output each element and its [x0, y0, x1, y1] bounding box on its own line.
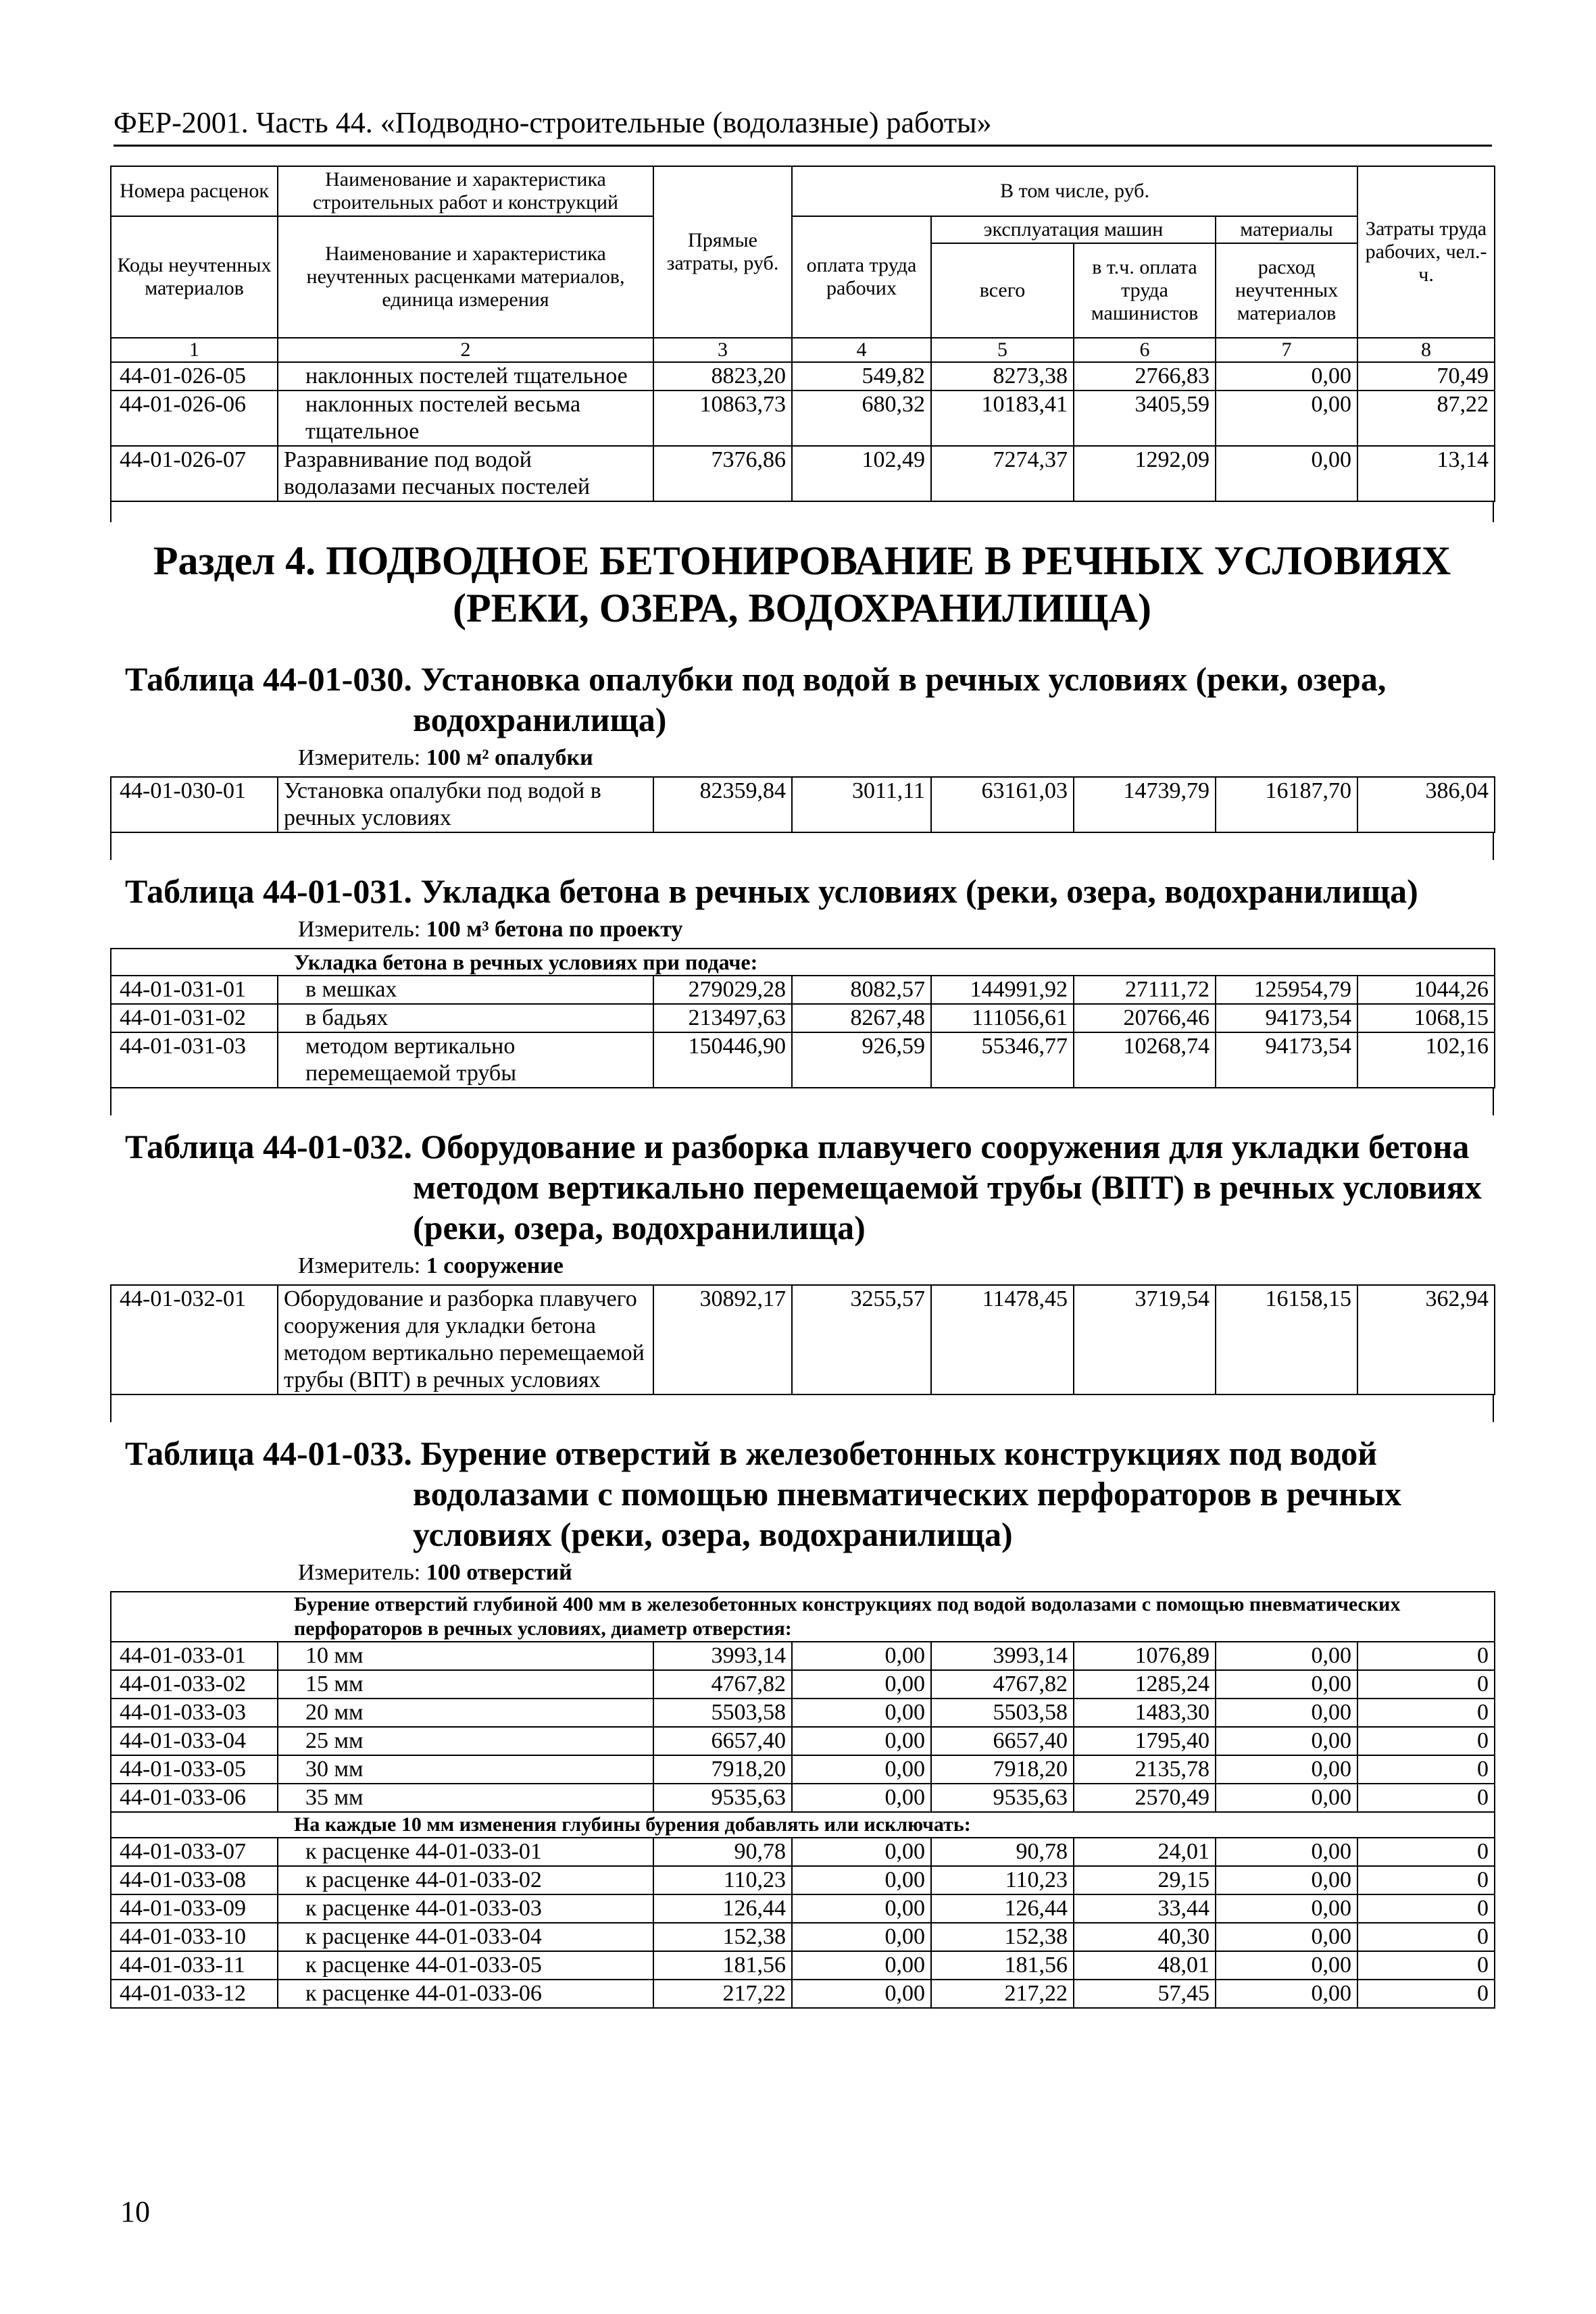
cost-value: 0,00 — [1216, 1838, 1357, 1866]
cost-value: 549,82 — [792, 362, 931, 391]
cost-value: 27111,72 — [1074, 976, 1216, 1004]
cost-value: 9535,63 — [653, 1784, 792, 1812]
table-030 — [110, 776, 1495, 833]
header-col7: расход неучтенных материалов — [1216, 243, 1357, 338]
rate-code: 44-01-031-01 — [111, 976, 278, 1004]
cost-value: 0 — [1357, 1699, 1495, 1727]
cost-value: 0,00 — [792, 1894, 931, 1923]
cost-value: 1285,24 — [1074, 1670, 1216, 1699]
cost-value: 3405,59 — [1074, 391, 1216, 446]
column-number: 3 — [653, 338, 792, 362]
cost-value: 94173,54 — [1216, 1032, 1357, 1088]
cost-value: 680,32 — [792, 391, 931, 446]
cost-value: 94173,54 — [1216, 1004, 1357, 1032]
cost-value: 213497,63 — [653, 1004, 792, 1032]
table-031 — [110, 948, 1495, 1088]
table-gap — [110, 1088, 1494, 1115]
header-machines-group: эксплуатация машин — [931, 216, 1216, 243]
cost-value: 8082,57 — [792, 976, 931, 1004]
meter-value: 100 отверстий — [426, 1560, 572, 1585]
cost-value: 0,00 — [792, 1727, 931, 1755]
cost-value: 7274,37 — [931, 446, 1074, 501]
cost-value: 0 — [1357, 1784, 1495, 1812]
table-030-title — [110, 659, 1494, 740]
rate-code: 44-01-033-12 — [111, 1980, 278, 2008]
table-032-meter — [110, 1251, 1494, 1282]
cost-value: 10183,41 — [931, 391, 1074, 446]
table-row — [111, 1866, 1495, 1894]
table-gap — [110, 1395, 1494, 1422]
work-name: к расценке 44-01-033-06 — [278, 1980, 653, 2008]
meter-label: Измеритель: — [298, 745, 426, 770]
cost-value: 1795,40 — [1074, 1727, 1216, 1755]
table-033 — [110, 1591, 1495, 2009]
rate-code: 44-01-033-10 — [111, 1923, 278, 1951]
cost-value: 63161,03 — [931, 777, 1074, 832]
table-030-meter — [110, 743, 1494, 774]
table-row — [111, 1004, 1495, 1032]
section-title-line1: Раздел 4. ПОДВОДНОЕ БЕТОНИРОВАНИЕ В РЕЧНЫХ УСЛОВИЯХ — [153, 538, 1451, 583]
rate-code: 44-01-033-06 — [111, 1784, 278, 1812]
cost-value: 24,01 — [1074, 1838, 1216, 1866]
cost-value: 0,00 — [1216, 1642, 1357, 1670]
table-row — [111, 1727, 1495, 1755]
cost-value: 0,00 — [792, 1980, 931, 2008]
cost-value: 2766,83 — [1074, 362, 1216, 391]
cost-value: 0,00 — [792, 1923, 931, 1951]
meter-value: 100 м³ бетона по проекту — [426, 917, 683, 942]
cost-value: 3993,14 — [653, 1642, 792, 1670]
meter-value: 100 м² опалубки — [426, 745, 593, 770]
work-name: к расценке 44-01-033-02 — [278, 1866, 653, 1894]
rate-code: 44-01-031-02 — [111, 1004, 278, 1032]
table-row — [111, 362, 1495, 391]
header-col2-bottom: Наименование и характеристика неучтенных расценками материалов, единица измерения — [278, 216, 653, 338]
work-name: к расценке 44-01-033-04 — [278, 1923, 653, 1951]
table-row — [111, 1980, 1495, 2008]
cost-value: 33,44 — [1074, 1894, 1216, 1923]
cost-value: 126,44 — [931, 1894, 1074, 1923]
header-col6: в т.ч. оплата труда машинистов — [1074, 243, 1216, 338]
cost-value: 102,49 — [792, 446, 931, 501]
cost-value: 217,22 — [653, 1980, 792, 2008]
cost-value: 1044,26 — [1357, 976, 1495, 1004]
cost-value: 4767,82 — [931, 1670, 1074, 1699]
cost-value: 0 — [1357, 1838, 1495, 1866]
table-033-meter — [110, 1557, 1494, 1588]
cost-value: 0 — [1357, 1670, 1495, 1699]
work-name: 20 мм — [278, 1699, 653, 1727]
meter-label: Измеритель: — [298, 917, 426, 942]
cost-value: 0,00 — [1216, 1923, 1357, 1951]
column-number: 5 — [931, 338, 1074, 362]
cost-value: 0,00 — [792, 1670, 931, 1699]
work-name: 30 мм — [278, 1755, 653, 1784]
rate-code: 44-01-033-03 — [111, 1699, 278, 1727]
cost-value: 3719,54 — [1074, 1285, 1216, 1394]
cost-value: 0,00 — [1216, 391, 1357, 446]
cost-value: 1292,09 — [1074, 446, 1216, 501]
running-head: ФЕР-2001. Часть 44. «Подводно-строительные (водолазные) работы» — [114, 105, 1492, 147]
table-row — [111, 976, 1495, 1004]
table-row — [111, 1755, 1495, 1784]
meter-value: 1 сооружение — [426, 1253, 564, 1278]
cost-value: 0,00 — [792, 1838, 931, 1866]
table-row — [111, 1894, 1495, 1923]
cost-value: 0 — [1357, 1727, 1495, 1755]
cost-value: 3255,57 — [792, 1285, 931, 1394]
rate-code: 44-01-033-01 — [111, 1642, 278, 1670]
work-name: 25 мм — [278, 1727, 653, 1755]
table-030-title-line1: Таблица 44-01-030. Установка опалубки под водой в речных условиях (реки, озера, — [125, 660, 1387, 698]
cost-value: 20766,46 — [1074, 1004, 1216, 1032]
cost-value: 144991,92 — [931, 976, 1074, 1004]
cost-value: 10863,73 — [653, 391, 792, 446]
work-name: к расценке 44-01-033-03 — [278, 1894, 653, 1923]
cost-value: 0,00 — [792, 1951, 931, 1980]
table-033-title-line2: водолазами с помощью пневматических перфораторов в речных — [413, 1475, 1401, 1513]
cost-value: 87,22 — [1357, 391, 1495, 446]
table-gap — [110, 833, 1494, 860]
cost-value: 362,94 — [1357, 1285, 1495, 1394]
cost-value: 0,00 — [1216, 446, 1357, 501]
cost-value: 150446,90 — [653, 1032, 792, 1088]
work-name: наклонных постелей весьма тщательное — [278, 391, 653, 446]
table-032-title-line1: Таблица 44-01-032. Оборудование и разборка плавучего сооружения для укладки бетона — [125, 1128, 1470, 1165]
work-name: Установка опалубки под водой в речных условиях — [278, 777, 653, 832]
cost-value: 55346,77 — [931, 1032, 1074, 1088]
table-032-title-line2: методом вертикально перемещаемой трубы (ВПТ) в речных условиях — [413, 1168, 1482, 1206]
cost-value: 11478,45 — [931, 1285, 1074, 1394]
work-name: методом вертикально перемещаемой трубы — [278, 1032, 653, 1088]
work-name: в мешках — [278, 976, 653, 1004]
table-row — [111, 1838, 1495, 1866]
cost-value: 0 — [1357, 1923, 1495, 1951]
work-name: 15 мм — [278, 1670, 653, 1699]
cost-value: 0 — [1357, 1894, 1495, 1923]
cost-value: 152,38 — [653, 1923, 792, 1951]
table-032-title — [110, 1126, 1494, 1248]
table-gap — [110, 502, 1494, 522]
rate-code: 44-01-030-01 — [111, 777, 278, 832]
cost-value: 6657,40 — [653, 1727, 792, 1755]
cost-value: 926,59 — [792, 1032, 931, 1088]
column-number-row — [111, 338, 1495, 362]
table-row — [111, 1699, 1495, 1727]
cost-value: 90,78 — [653, 1838, 792, 1866]
header-col5: всего — [931, 243, 1074, 338]
table-row — [111, 1285, 1495, 1394]
table-032-title-line3: (реки, озера, водохранилища) — [413, 1209, 866, 1247]
rate-code: 44-01-026-05 — [111, 362, 278, 391]
header-col8: Затраты труда рабочих, чел.-ч. — [1357, 166, 1495, 338]
cost-value: 386,04 — [1357, 777, 1495, 832]
rate-code: 44-01-026-07 — [111, 446, 278, 501]
rate-code: 44-01-033-11 — [111, 1951, 278, 1980]
cost-value: 5503,58 — [653, 1699, 792, 1727]
header-col2-top: Наименование и характеристика строительных работ и конструкций — [278, 166, 653, 216]
rate-code: 44-01-033-09 — [111, 1894, 278, 1923]
cost-value: 0,00 — [1216, 1699, 1357, 1727]
table-row — [111, 1670, 1495, 1699]
meter-label: Измеритель: — [298, 1253, 426, 1278]
cost-value: 70,49 — [1357, 362, 1495, 391]
cost-value: 6657,40 — [931, 1727, 1074, 1755]
column-number: 7 — [1216, 338, 1357, 362]
cost-value: 90,78 — [931, 1838, 1074, 1866]
cost-value: 111056,61 — [931, 1004, 1074, 1032]
cost-value: 0,00 — [1216, 362, 1357, 391]
cost-value: 0,00 — [1216, 1784, 1357, 1812]
cost-value: 0 — [1357, 1642, 1495, 1670]
header-col4: оплата труда рабочих — [792, 216, 931, 338]
work-name: в бадьях — [278, 1004, 653, 1032]
cost-value: 217,22 — [931, 1980, 1074, 2008]
cost-value: 2570,49 — [1074, 1784, 1216, 1812]
work-name: к расценке 44-01-033-01 — [278, 1838, 653, 1866]
table-032 — [110, 1284, 1495, 1395]
header-col3: Прямые затраты, руб. — [653, 166, 792, 338]
meter-label: Измеритель: — [298, 1560, 426, 1585]
cost-value: 0,00 — [1216, 1727, 1357, 1755]
cost-value: 0,00 — [1216, 1755, 1357, 1784]
cost-value: 102,16 — [1357, 1032, 1495, 1088]
cost-value: 125954,79 — [1216, 976, 1357, 1004]
table-row — [111, 1784, 1495, 1812]
section-title-line2: (РЕКИ, ОЗЕРА, ВОДОХРАНИЛИЩА) — [452, 586, 1151, 630]
cost-value: 0,00 — [1216, 1866, 1357, 1894]
table-030-title-line2: водохранилища) — [413, 701, 667, 738]
rate-code: 44-01-033-04 — [111, 1727, 278, 1755]
cost-value: 3993,14 — [931, 1642, 1074, 1670]
cost-value: 0 — [1357, 1980, 1495, 2008]
cost-value: 0,00 — [792, 1699, 931, 1727]
table-031-subheader: Укладка бетона в речных условиях при подаче: — [111, 949, 1495, 976]
header-materials-group: материалы — [1216, 216, 1357, 243]
page-content — [110, 166, 1494, 2009]
cost-value: 7918,20 — [653, 1755, 792, 1784]
page-number: 10 — [120, 2195, 150, 2228]
header-table — [110, 166, 1495, 502]
cost-value: 48,01 — [1074, 1951, 1216, 1980]
cost-value: 16158,15 — [1216, 1285, 1357, 1394]
cost-value: 10268,74 — [1074, 1032, 1216, 1088]
cost-value: 0,00 — [792, 1642, 931, 1670]
cost-value: 0,00 — [792, 1784, 931, 1812]
table-031-title — [110, 871, 1494, 911]
cost-value: 8273,38 — [931, 362, 1074, 391]
table-033-title-line3: условиях (реки, озера, водохранилища) — [413, 1515, 1013, 1553]
cost-value: 8823,20 — [653, 362, 792, 391]
work-name: 35 мм — [278, 1784, 653, 1812]
table-row — [111, 1923, 1495, 1951]
cost-value: 1483,30 — [1074, 1699, 1216, 1727]
cost-value: 0 — [1357, 1951, 1495, 1980]
table-row — [111, 446, 1495, 501]
rate-code: 44-01-031-03 — [111, 1032, 278, 1088]
cost-value: 181,56 — [653, 1951, 792, 1980]
cost-value: 3011,11 — [792, 777, 931, 832]
table-031-title-line1: Таблица 44-01-031. Укладка бетона в речных условиях (реки, озера, водохранилища) — [125, 872, 1418, 910]
column-number: 4 — [792, 338, 931, 362]
work-name: Оборудование и разборка плавучего сооружения для укладки бетона методом вертикально перемещаемой трубы (ВПТ) в речных условиях — [278, 1285, 653, 1394]
rate-code: 44-01-033-08 — [111, 1866, 278, 1894]
cost-value: 40,30 — [1074, 1923, 1216, 1951]
cost-value: 30892,17 — [653, 1285, 792, 1394]
cost-value: 13,14 — [1357, 446, 1495, 501]
column-number: 2 — [278, 338, 653, 362]
cost-value: 14739,79 — [1074, 777, 1216, 832]
table-row — [111, 391, 1495, 446]
work-name: Разравнивание под водой водолазами песчаных постелей — [278, 446, 653, 501]
column-number: 8 — [1357, 338, 1495, 362]
cost-value: 0,00 — [1216, 1670, 1357, 1699]
cost-value: 29,15 — [1074, 1866, 1216, 1894]
table-031-meter — [110, 914, 1494, 945]
cost-value: 110,23 — [931, 1866, 1074, 1894]
cost-value: 110,23 — [653, 1866, 792, 1894]
section-title — [110, 522, 1494, 632]
cost-value: 0,00 — [792, 1866, 931, 1894]
cost-value: 181,56 — [931, 1951, 1074, 1980]
cost-value: 57,45 — [1074, 1980, 1216, 2008]
cost-value: 2135,78 — [1074, 1755, 1216, 1784]
cost-value: 1076,89 — [1074, 1642, 1216, 1670]
cost-value: 0 — [1357, 1755, 1495, 1784]
work-name: наклонных постелей тщательное — [278, 362, 653, 391]
rate-code: 44-01-033-02 — [111, 1670, 278, 1699]
column-number: 1 — [111, 338, 278, 362]
cost-value: 152,38 — [931, 1923, 1074, 1951]
cost-value: 7918,20 — [931, 1755, 1074, 1784]
table-row — [111, 777, 1495, 832]
cost-value: 82359,84 — [653, 777, 792, 832]
cost-value: 9535,63 — [931, 1784, 1074, 1812]
table-033-title-line1: Таблица 44-01-033. Бурение отверстий в железобетонных конструкциях под водой — [125, 1434, 1378, 1472]
cost-value: 16187,70 — [1216, 777, 1357, 832]
rate-code: 44-01-026-06 — [111, 391, 278, 446]
work-name: к расценке 44-01-033-05 — [278, 1951, 653, 1980]
header-group: В том числе, руб. — [792, 166, 1357, 216]
cost-value: 8267,48 — [792, 1004, 931, 1032]
cost-value: 0,00 — [792, 1755, 931, 1784]
cost-value: 5503,58 — [931, 1699, 1074, 1727]
table-033-title — [110, 1433, 1494, 1555]
rate-code: 44-01-033-07 — [111, 1838, 278, 1866]
cost-value: 0,00 — [1216, 1894, 1357, 1923]
cost-value: 0 — [1357, 1866, 1495, 1894]
header-col1-bottom: Коды неучтенных материалов — [111, 216, 278, 338]
top-rows — [111, 362, 1495, 501]
table-row — [111, 1951, 1495, 1980]
work-name: 10 мм — [278, 1642, 653, 1670]
table-033-subheader-2: На каждые 10 мм изменения глубины бурения добавлять или исключать: — [111, 1812, 1495, 1838]
cost-value: 7376,86 — [653, 446, 792, 501]
cost-value: 0,00 — [1216, 1951, 1357, 1980]
cost-value: 0,00 — [1216, 1980, 1357, 2008]
cost-value: 279029,28 — [653, 976, 792, 1004]
rate-code: 44-01-033-05 — [111, 1755, 278, 1784]
cost-value: 4767,82 — [653, 1670, 792, 1699]
table-row — [111, 1642, 1495, 1670]
rate-code: 44-01-032-01 — [111, 1285, 278, 1394]
header-col1-top: Номера расценок — [111, 166, 278, 216]
cost-value: 1068,15 — [1357, 1004, 1495, 1032]
cost-value: 126,44 — [653, 1894, 792, 1923]
table-row — [111, 1032, 1495, 1088]
table-033-subheader-1: Бурение отверстий глубиной 400 мм в железобетонных конструкциях под водой водолазами с помощью пневматических перфораторов в речных условиях, диаметр отверстия: — [111, 1592, 1495, 1642]
column-number: 6 — [1074, 338, 1216, 362]
